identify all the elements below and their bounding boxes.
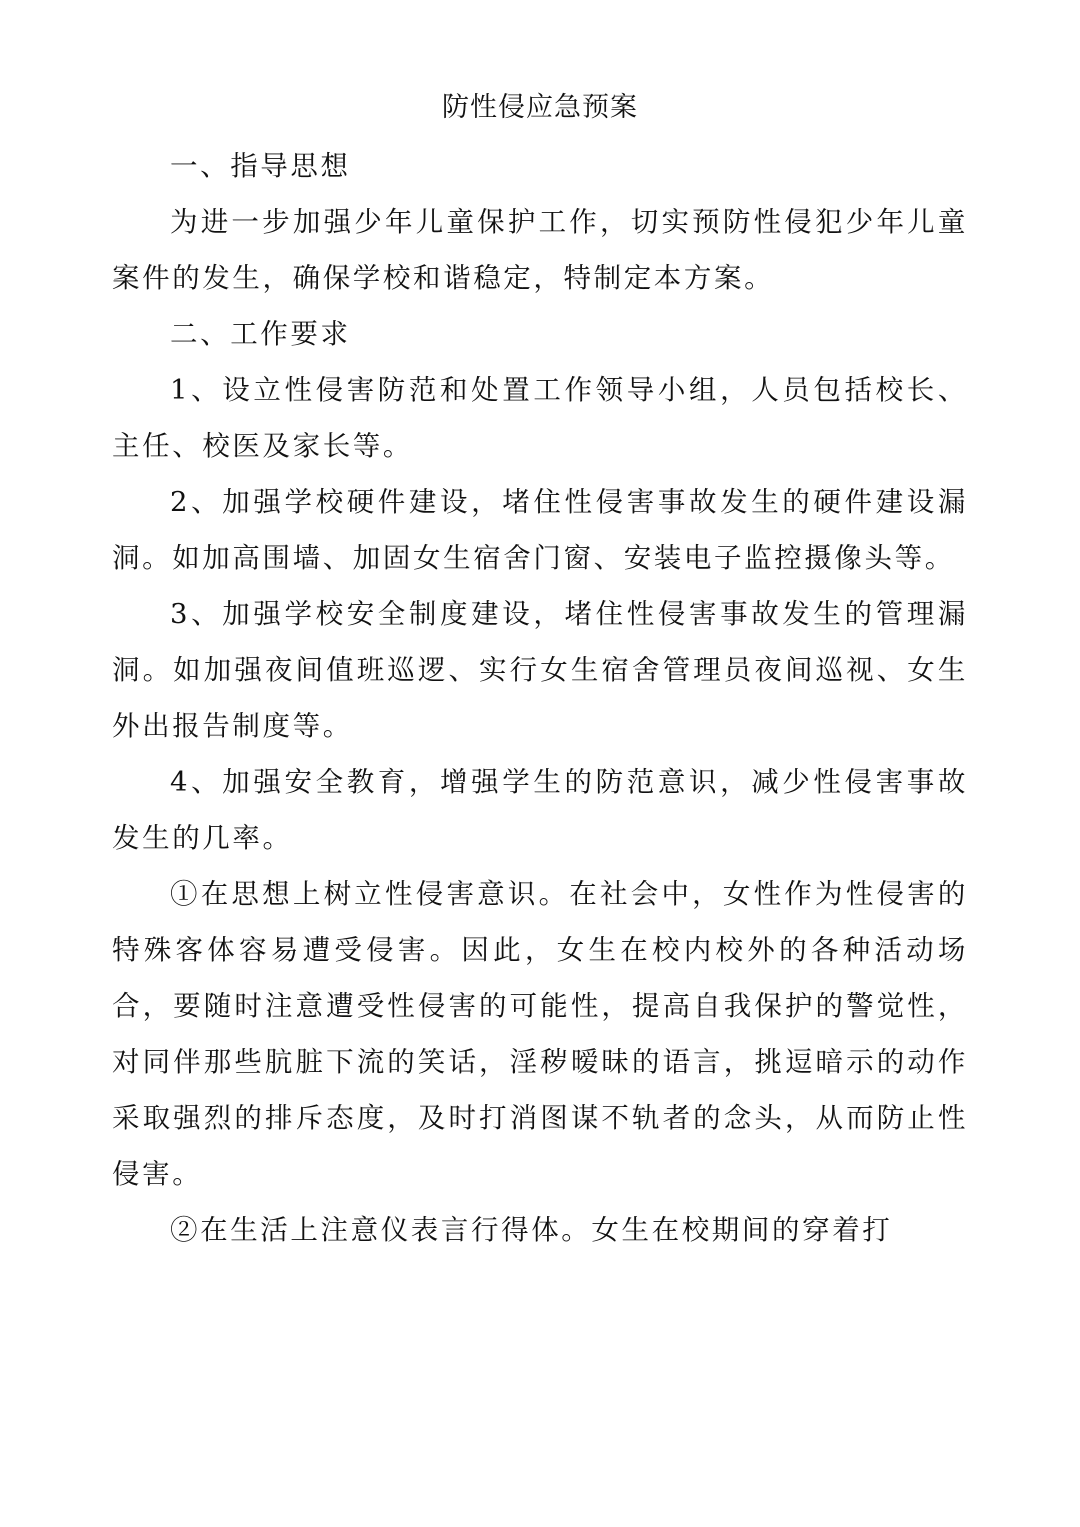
section-heading-work-requirements: 二、工作要求 (170, 318, 351, 350)
requirement-item-2: 2、加强学校硬件建设，堵住性侵害事故发生的硬件建设漏洞。如加高围墙、加固女生宿舍门窗、安装电子监控摄像头等。 (112, 486, 968, 574)
requirement-item-4: 4、加强安全教育，增强学生的防范意识，减少性侵害事故发生的几率。 (112, 766, 968, 854)
section-heading-guiding-thought: 一、指导思想 (170, 150, 351, 182)
sub-item-1: ①在思想上树立性侵害意识。在社会中，女性作为性侵害的特殊客体容易遭受侵害。因此，女生在校内校外的各种活动场合，要随时注意遭受性侵害的可能性，提高自我保护的警觉性，对同伴那些肮脏下流的笑话，淫秽暧昧的语言，挑逗暗示的动作采取强烈的排斥态度，及时打消图谋不轨者的念头，从而防止性侵害。 (112, 878, 968, 1190)
document-title: 防性侵应急预案 (442, 92, 638, 123)
paragraph-purpose: 为进一步加强少年儿童保护工作，切实预防性侵犯少年儿童案件的发生，确保学校和谐稳定，特制定本方案。 (112, 206, 968, 294)
requirement-item-3: 3、加强学校安全制度建设，堵住性侵害事故发生的管理漏洞。如加强夜间值班巡逻、实行女生宿舍管理员夜间巡视、女生外出报告制度等。 (112, 598, 968, 742)
document-body (112, 138, 968, 1258)
sub-item-2: ②在生活上注意仪表言行得体。女生在校期间的穿着打 (170, 1214, 893, 1246)
requirement-item-1: 1、设立性侵害防范和处置工作领导小组，人员包括校长、主任、校医及家长等。 (112, 374, 968, 462)
